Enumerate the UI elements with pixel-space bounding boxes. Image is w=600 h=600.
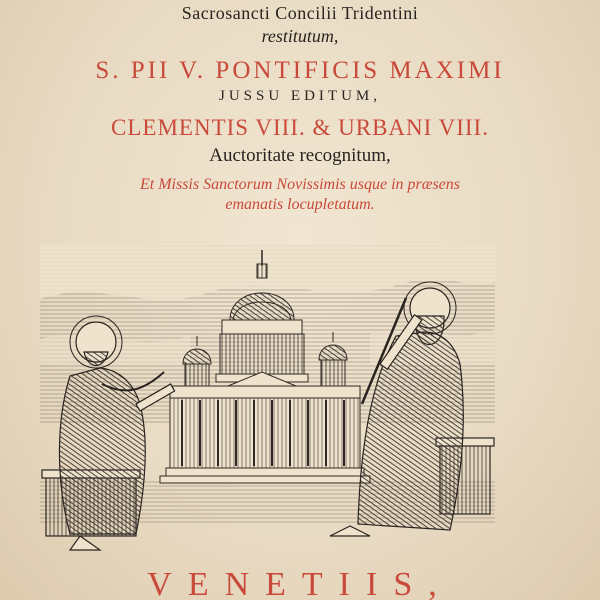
title-line-jussu-editum: JUSSU EDITUM, (218, 88, 381, 104)
title-line-pius-v: S. PII V. PONTIFICIS MAXIMI (95, 57, 505, 84)
title-line-auctoritate: Auctoritate recognitum, (209, 145, 391, 166)
engraving-saints-basilica (40, 244, 495, 556)
imprint-venetiis: VENETIIS, (147, 566, 453, 600)
title-line-missis-sanctorum: Et Missis Sanctorum Novissimis usque in præsens (139, 176, 460, 193)
title-line-restitutum: restitutum, (261, 26, 339, 46)
title-line-clement-urban: CLEMENTIS VIII. & URBANI VIII. (111, 115, 489, 140)
title-line-locupletatum: emanatis locupletatum. (225, 196, 375, 213)
title-line-council: Sacrosancti Concilii Tridentini (181, 3, 419, 23)
